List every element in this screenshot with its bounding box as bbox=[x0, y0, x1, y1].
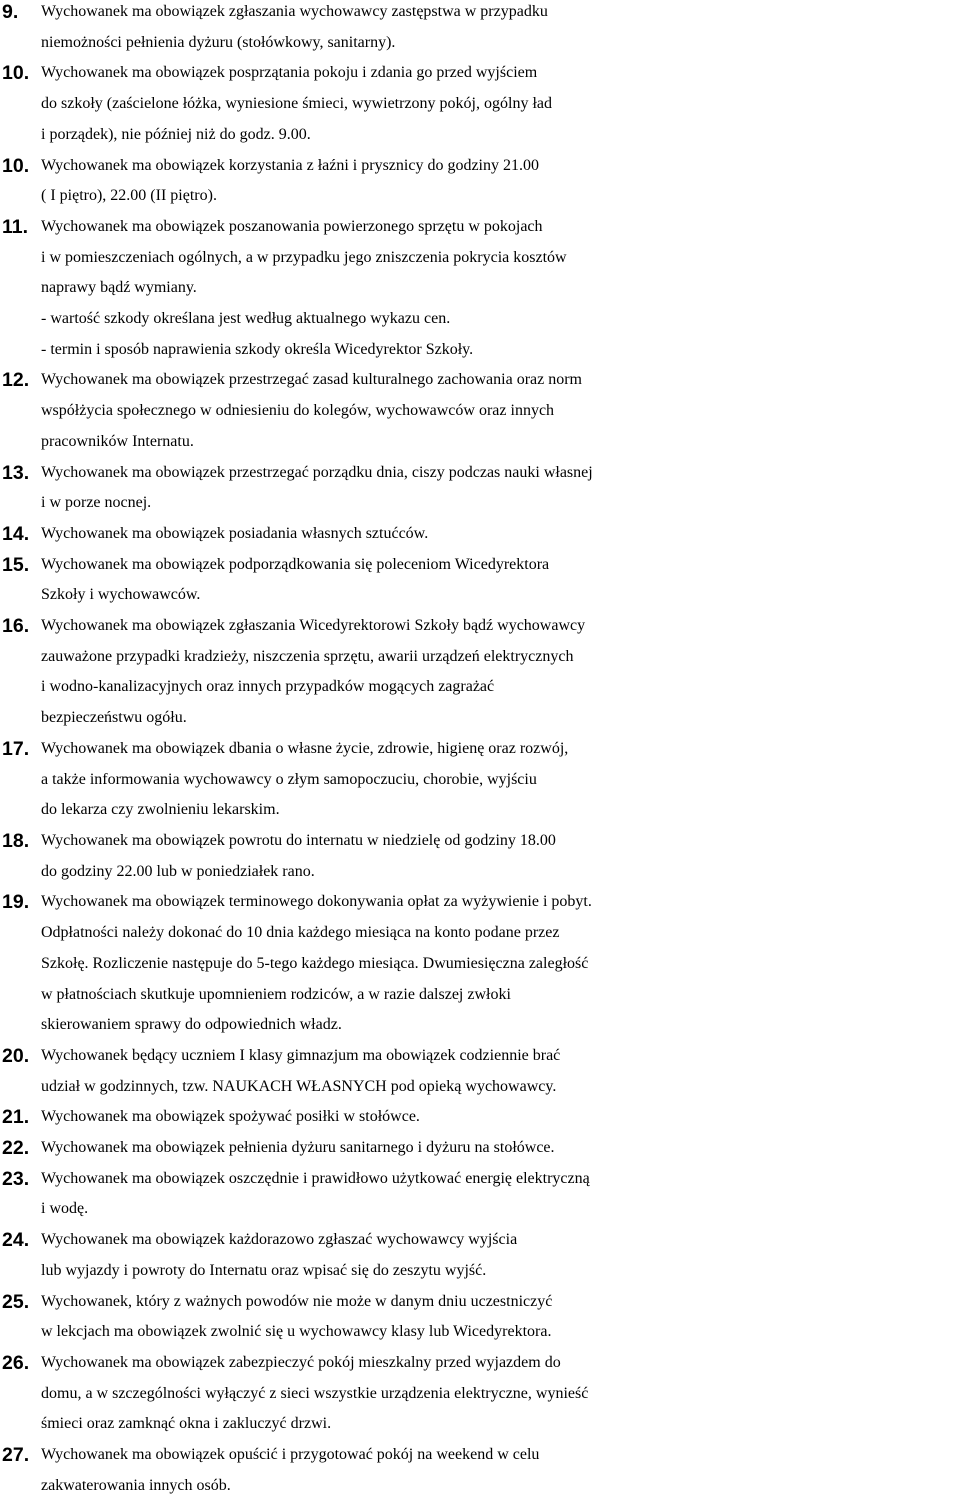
item-text-line: bezpieczeństwu ogółu. bbox=[41, 709, 187, 727]
regulation-item bbox=[0, 1133, 960, 1164]
item-number: 14. bbox=[2, 522, 30, 545]
item-text-line: i wodno-kanalizacyjnych oraz innych przypadków mogących zagrażać bbox=[41, 678, 495, 696]
item-text-line: Wychowanek ma obowiązek zgłaszania Wicedyrektorowi Szkoły bądź wychowawcy bbox=[41, 617, 586, 635]
item-text-line: naprawy bądź wymiany. bbox=[41, 279, 197, 297]
item-text-line: Wychowanek ma obowiązek oszczędnie i prawidłowo użytkować energię elektryczną bbox=[41, 1169, 590, 1187]
item-text-line: Wychowanek ma obowiązek poszanowania powierzonego sprzętu w pokojach bbox=[41, 217, 543, 235]
item-text-line: Wychowanek ma obowiązek przestrzegać porządku dnia, ciszy podczas nauki własnej bbox=[41, 463, 593, 481]
item-text-line: Wychowanek ma obowiązek pełnienia dyżuru sanitarnego i dyżuru na stołówce. bbox=[41, 1139, 555, 1157]
item-text-line: - termin i sposób naprawienia szkody określa Wicedyrektor Szkoły. bbox=[41, 340, 474, 358]
regulation-item bbox=[0, 58, 960, 150]
regulation-item bbox=[0, 611, 960, 734]
item-text-line: zauważone przypadki kradzieży, niszczenia sprzętu, awarii urządzeń elektrycznych bbox=[41, 647, 574, 665]
item-text-line: ( I piętro), 22.00 (II piętro). bbox=[41, 187, 217, 205]
item-text-line: Wychowanek ma obowiązek każdorazowo zgłaszać wychowawcy wyjścia bbox=[41, 1231, 518, 1249]
item-number: 19. bbox=[2, 891, 30, 914]
regulation-item bbox=[0, 550, 960, 611]
regulation-item bbox=[0, 1225, 960, 1286]
regulation-item bbox=[0, 1440, 960, 1501]
item-number: 11. bbox=[2, 215, 29, 238]
item-text-line: śmieci oraz zamknąć okna i zakluczyć drzwi. bbox=[41, 1415, 332, 1433]
item-number: 26. bbox=[2, 1351, 30, 1374]
item-text-line: Wychowanek ma obowiązek dbania o własne życie, zdrowie, higienę oraz rozwój, bbox=[41, 739, 569, 757]
item-text-line: Wychowanek ma obowiązek zgłaszania wychowawcy zastępstwa w przypadku bbox=[41, 3, 548, 20]
regulation-item bbox=[0, 887, 960, 1041]
item-text-line: Wychowanek ma obowiązek podporządkowania się poleceniom Wicedyrektora bbox=[41, 555, 550, 573]
item-number: 24. bbox=[2, 1229, 30, 1252]
item-text-line: w płatnościach skutkuje upomnieniem rodziców, a w razie dalszej zwłoki bbox=[41, 985, 511, 1003]
item-text-line: w lekcjach ma obowiązek zwolnić się u wychowawcy klasy lub Wicedyrektora. bbox=[41, 1323, 552, 1341]
item-number: 22. bbox=[2, 1137, 30, 1160]
item-number: 20. bbox=[2, 1044, 30, 1067]
regulation-item bbox=[0, 826, 960, 887]
item-number: 10. bbox=[2, 154, 30, 177]
item-text-line: a także informowania wychowawcy o złym samopoczuciu, chorobie, wyjściu bbox=[41, 770, 537, 788]
item-text-line: Wychowanek ma obowiązek posiadania własnych sztućców. bbox=[41, 524, 429, 542]
item-text-line: pracowników Internatu. bbox=[41, 432, 194, 450]
item-number: 25. bbox=[2, 1290, 30, 1313]
item-text-line: i w pomieszczeniach ogólnych, a w przypadku jego zniszczenia pokrycia kosztów bbox=[41, 248, 567, 266]
item-text-line: - wartość szkody określana jest według aktualnego wykazu cen. bbox=[41, 310, 451, 328]
item-text-line: Szkołę. Rozliczenie następuje do 5-tego każdego miesiąca. Dwumiesięczna zaległość bbox=[41, 954, 589, 972]
regulation-item bbox=[0, 1348, 960, 1440]
regulation-item bbox=[0, 1287, 960, 1348]
regulation-item bbox=[0, 212, 960, 366]
item-text-line: udział w godzinnych, tzw. NAUKACH WŁASNYCH pod opieką wychowawcy. bbox=[41, 1077, 557, 1095]
item-number: 10. bbox=[2, 62, 30, 85]
item-text-line: skierowaniem sprawy do odpowiednich władz. bbox=[41, 1016, 342, 1034]
item-text-line: Wychowanek ma obowiązek powrotu do internatu w niedzielę od godziny 18.00 bbox=[41, 831, 556, 849]
item-number: 12. bbox=[2, 369, 30, 392]
item-text-line: Wychowanek będący uczniem I klasy gimnazjum ma obowiązek codziennie brać bbox=[41, 1046, 561, 1064]
regulation-item bbox=[0, 734, 960, 826]
item-text-line: Wychowanek ma obowiązek korzystania z łaźni i prysznicy do godziny 21.00 bbox=[41, 156, 539, 174]
item-text-line: do godziny 22.00 lub w poniedziałek rano. bbox=[41, 862, 315, 880]
regulation-item bbox=[0, 1102, 960, 1133]
item-text-line: lub wyjazdy i powroty do Internatu oraz wpisać się do zeszytu wyjść. bbox=[41, 1261, 487, 1279]
item-text-line: Wychowanek, który z ważnych powodów nie może w danym dniu uczestniczyć bbox=[41, 1292, 553, 1310]
regulation-item bbox=[0, 458, 960, 519]
regulation-item bbox=[0, 519, 960, 550]
item-number: 13. bbox=[2, 461, 30, 484]
item-number: 27. bbox=[2, 1444, 30, 1467]
item-number: 9. bbox=[2, 1, 19, 23]
item-number: 15. bbox=[2, 553, 30, 576]
item-text-line: i w porze nocnej. bbox=[41, 494, 152, 512]
item-text-line: Wychowanek ma obowiązek opuścić i przygotować pokój na weekend w celu bbox=[41, 1446, 540, 1464]
item-text-line: zakwaterowania innych osób. bbox=[41, 1476, 231, 1494]
item-text-line: współżycia społecznego w odniesieniu do kolegów, wychowawców oraz innych bbox=[41, 402, 555, 420]
item-number: 17. bbox=[2, 737, 30, 760]
item-number: 16. bbox=[2, 615, 30, 638]
regulation-item bbox=[0, 1041, 960, 1102]
item-text-line: Szkoły i wychowawców. bbox=[41, 586, 201, 604]
item-text-line: Wychowanek ma obowiązek spożywać posiłki w stołówce. bbox=[41, 1108, 420, 1126]
item-text-line: Wychowanek ma obowiązek posprzątania pokoju i zdania go przed wyjściem bbox=[41, 64, 538, 82]
item-text-line: Wychowanek ma obowiązek przestrzegać zasad kulturalnego zachowania oraz norm bbox=[41, 371, 582, 389]
regulation-item bbox=[0, 365, 960, 457]
item-text-line: Wychowanek ma obowiązek terminowego dokonywania opłat za wyżywienie i pobyt. bbox=[41, 893, 592, 911]
item-text-line: i wodę. bbox=[41, 1200, 89, 1218]
item-text-line: niemożności pełnienia dyżuru (stołówkowy, sanitarny). bbox=[41, 33, 396, 51]
regulation-item bbox=[0, 151, 960, 212]
item-text-line: do lekarza czy zwolnieniu lekarskim. bbox=[41, 801, 280, 819]
item-text-line: Wychowanek ma obowiązek zabezpieczyć pokój mieszkalny przed wyjazdem do bbox=[41, 1353, 561, 1371]
regulation-item bbox=[0, 0, 960, 58]
item-text-line: domu, a w szczególności wyłączyć z sieci wszystkie urządzenia elektryczne, wynieść bbox=[41, 1384, 589, 1402]
item-text-line: do szkoły (zaścielone łóżka, wyniesione śmieci, wywietrzony pokój, ogólny ład bbox=[41, 95, 552, 113]
item-number: 23. bbox=[2, 1167, 30, 1190]
regulation-item bbox=[0, 1164, 960, 1225]
item-text-line: i porządek), nie później niż do godz. 9.00. bbox=[41, 125, 311, 143]
item-text-line: Odpłatności należy dokonać do 10 dnia każdego miesiąca na konto podane przez bbox=[41, 924, 560, 942]
item-number: 21. bbox=[2, 1106, 30, 1129]
item-number: 18. bbox=[2, 829, 30, 852]
